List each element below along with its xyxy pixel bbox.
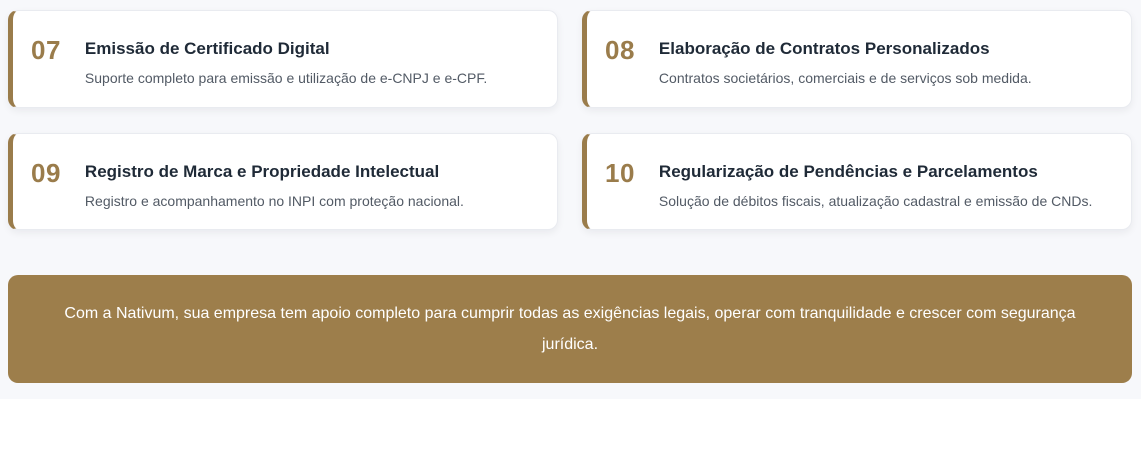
service-description: Contratos societários, comerciais e de serviços sob medida. xyxy=(658,70,1032,87)
service-card-body xyxy=(85,162,533,212)
services-grid xyxy=(8,10,1132,230)
service-number: 10 xyxy=(605,157,635,188)
service-number: 07 xyxy=(31,35,61,65)
service-card-body xyxy=(659,39,1107,89)
service-description: Solução de débitos fiscais, atualização cadastral e emissão de CNDs. xyxy=(658,193,1093,210)
service-number: 08 xyxy=(605,35,635,65)
service-card-body xyxy=(659,162,1107,212)
service-card-08 xyxy=(582,10,1132,108)
service-title: Emissão de Certificado Digital xyxy=(84,39,330,58)
summary-banner-text: Com a Nativum, sua empresa tem apoio completo para cumprir todas as exigências legais, operar com tranquilidade e crescer com segurança jurídica. xyxy=(64,305,1076,354)
summary-banner xyxy=(8,275,1132,383)
service-number: 09 xyxy=(31,157,61,188)
service-title: Regularização de Pendências e Parcelamentos xyxy=(658,161,1038,181)
service-title: Registro de Marca e Propriedade Intelectual xyxy=(84,161,440,181)
service-description: Registro e acompanhamento no INPI com proteção nacional. xyxy=(84,193,464,210)
service-description: Suporte completo para emissão e utilização de e-CNPJ e e-CPF. xyxy=(84,70,488,87)
service-card-10 xyxy=(582,133,1132,231)
service-card-body xyxy=(85,39,533,89)
service-card-09 xyxy=(8,133,558,231)
service-card-07 xyxy=(8,10,558,108)
service-title: Elaboração de Contratos Personalizados xyxy=(658,39,990,58)
